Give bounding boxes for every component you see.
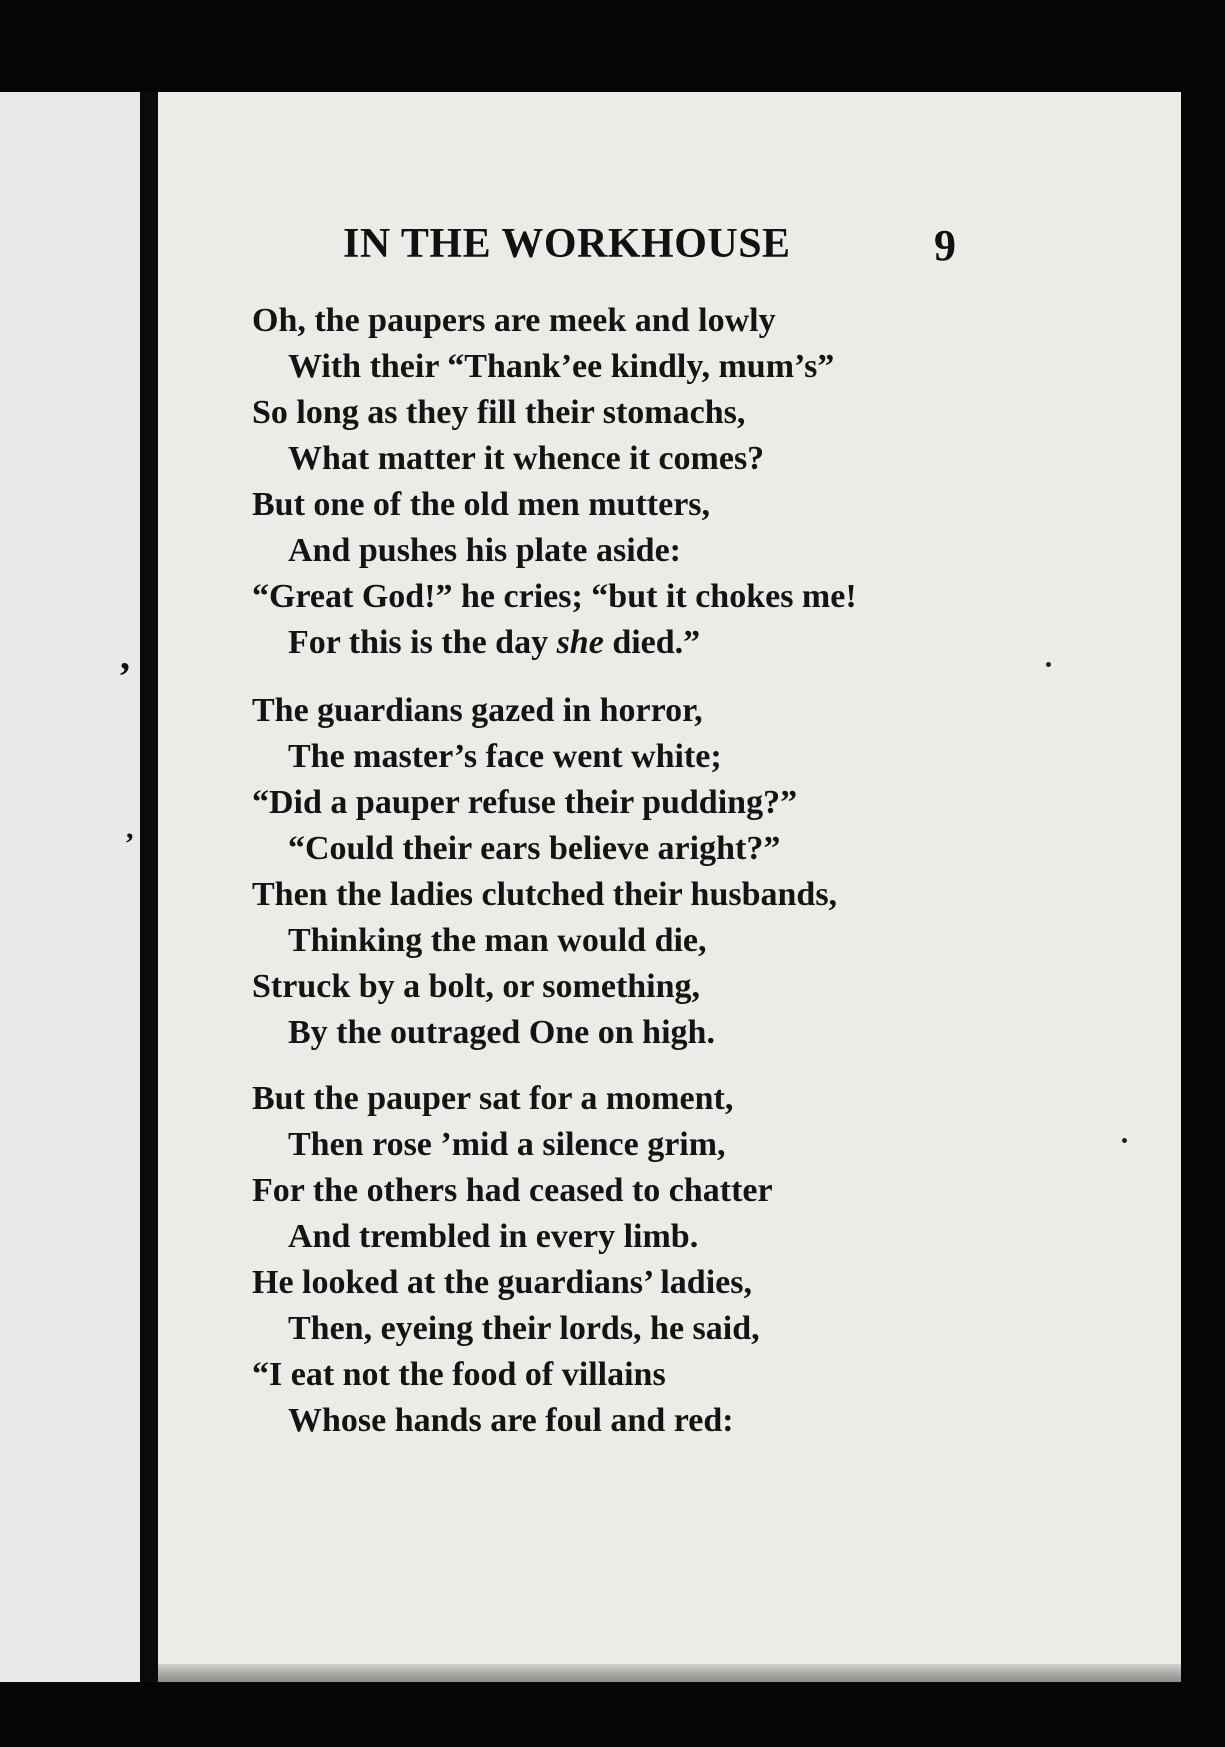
verse-line: Then, eyeing their lords, he said,	[288, 1310, 760, 1347]
verse-line	[252, 620, 857, 666]
verse-line: Then the ladies clutched their husbands,	[252, 876, 838, 913]
verse-line-end: died.”	[603, 624, 701, 661]
facing-page-edge	[0, 92, 140, 1682]
page-bottom-shadow	[158, 1664, 1181, 1682]
verse-line: “Could their ears believe aright?”	[288, 830, 781, 867]
verse-line: “I eat not the food of villains	[252, 1356, 666, 1393]
verse-line: The master’s face went white;	[288, 738, 722, 775]
stanza-2	[252, 688, 837, 1056]
verse-line-start: For this is the day	[288, 624, 549, 661]
verse-line: By the outraged One on high.	[288, 1014, 715, 1051]
verse-line: Thinking the man would die,	[288, 922, 707, 959]
verse-line: And trembled in every limb.	[288, 1218, 699, 1255]
running-header: IN THE WORKHOUSE	[343, 221, 791, 267]
verse-line: So long as they fill their stomachs,	[252, 394, 746, 431]
verse-line: For the others had ceased to chatter	[252, 1172, 773, 1209]
paper-speck	[1046, 662, 1051, 667]
verse-line: “Did a pauper refuse their pudding?”	[252, 784, 798, 821]
stanza-1	[252, 298, 857, 666]
stanza-3	[252, 1076, 773, 1444]
verse-line: Struck by a bolt, or something,	[252, 968, 701, 1005]
verse-line: Then rose ’mid a silence grim,	[288, 1126, 726, 1163]
verse-line: He looked at the guardians’ ladies,	[252, 1264, 752, 1301]
verse-line: But one of the old men mutters,	[252, 486, 711, 523]
paper-speck	[1122, 1138, 1127, 1143]
emphasized-word: she	[556, 624, 604, 661]
book-page	[158, 92, 1181, 1682]
verse-line: “Great God!” he cries; “but it chokes me!	[252, 578, 857, 615]
verse-line: Whose hands are foul and red:	[288, 1402, 734, 1439]
ink-mark: ,	[120, 633, 130, 678]
verse-line: With their “Thank’ee kindly, mum’s”	[288, 348, 835, 385]
ink-mark: ,	[126, 812, 134, 845]
page-gutter	[140, 92, 158, 1682]
verse-line: Oh, the paupers are meek and lowly	[252, 302, 776, 339]
page-number: 9	[934, 221, 956, 270]
verse-line: What matter it whence it comes?	[288, 440, 765, 477]
verse-line: And pushes his plate aside:	[288, 532, 682, 569]
verse-line: The guardians gazed in horror,	[252, 692, 703, 729]
verse-line: But the pauper sat for a moment,	[252, 1080, 734, 1117]
